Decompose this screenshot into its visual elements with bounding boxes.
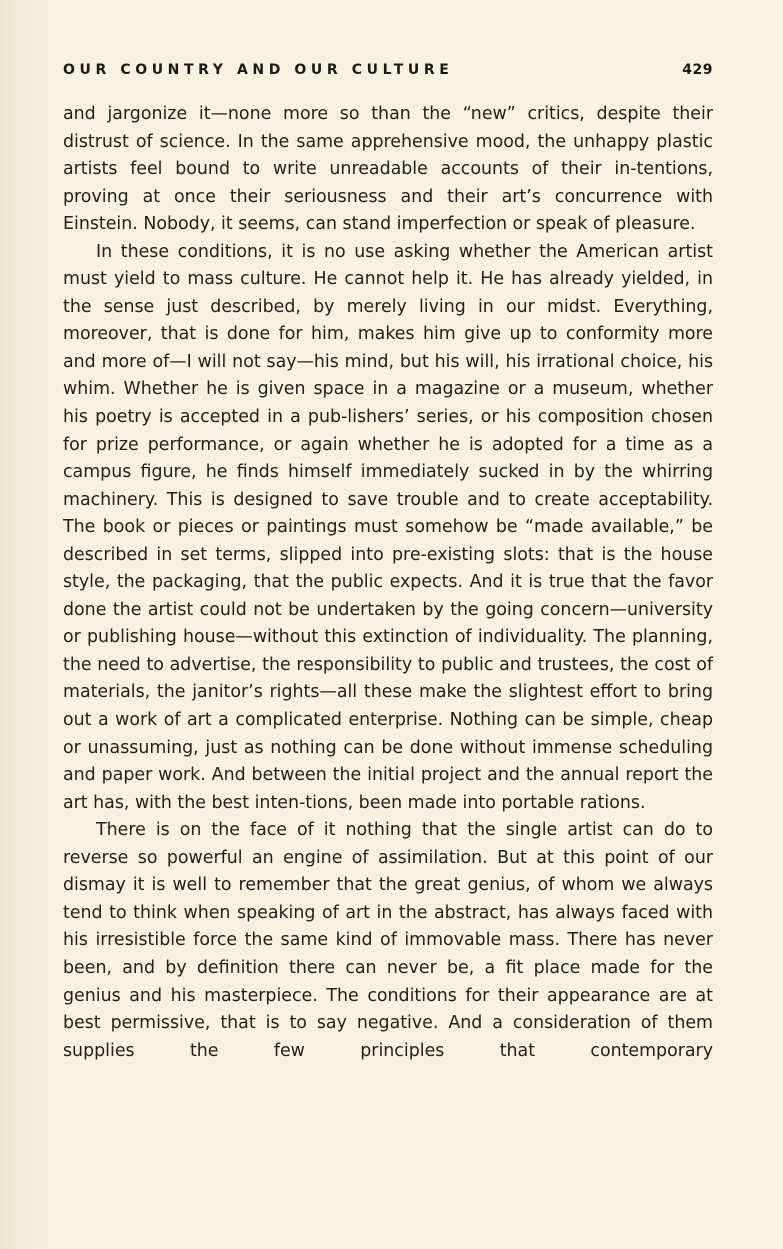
running-head: OUR COUNTRY AND OUR CULTURE [63,62,454,78]
page-number: 429 [682,62,713,78]
paragraph-1: and jargonize it—none more so than the “new” critics, despite their distrust of science. In the same apprehensive mood, the unhappy plastic artists feel bound to write unreadable accounts of their in-tentions, proving at once their seriousness and their art’s concurrence with Einstein. Nobody, it seems, can stand imperfection or speak of pleasure. [63,104,713,235]
paragraph-3: There is on the face of it nothing that the single artist can do to reverse so powerful an engine of assimilation. But at this point of our dismay it is well to remember that the great genius, of whom we always tend to think when speaking of art in the abstract, has always faced with his irresistible force the same kind of immovable mass. There has never been, and by definition there can never be, a fit place made for the genius and his masterpiece. The conditions for their appearance are at best permissive, that is to say negative. And a consideration of them supplies the few principles that contemporary [63,820,713,1061]
page-header [63,62,713,84]
paragraph-2: In these conditions, it is no use asking whether the American artist must yield to mass culture. He cannot help it. He has already yielded, in the sense just described, by merely living in our midst. Everything, moreover, that is done for him, makes him give up to conformity more and more of—I will not say—his mind, but his will, his irrational choice, his whim. Whether he is given space in a magazine or a museum, whether his poetry is accepted in a pub-lishers’ series, or his composition chosen for prize performance, or again whether he is adopted for a time as a campus figure, he finds himself immediately sucked in by the whirring machinery. This is designed to save trouble and to create acceptability. The book or pieces or paintings must somehow be “made available,” be described in set terms, slipped into pre-existing slots: that is the house style, the packaging, that the public expects. And it is true that the favor done the artist could not be undertaken by the going concern—university or publishing house—without this extinction of individuality. The planning, the need to advertise, the responsibility to public and trustees, the cost of materials, the janitor’s rights—all these make the slightest effort to bring out a work of art a complicated enterprise. Nothing can be simple, cheap or unassuming, just as nothing can be done without immense scheduling and paper work. And between the initial project and the annual report the art has, with the best inten-tions, been made into portable rations. [63,241,713,813]
body-text [63,101,713,1065]
